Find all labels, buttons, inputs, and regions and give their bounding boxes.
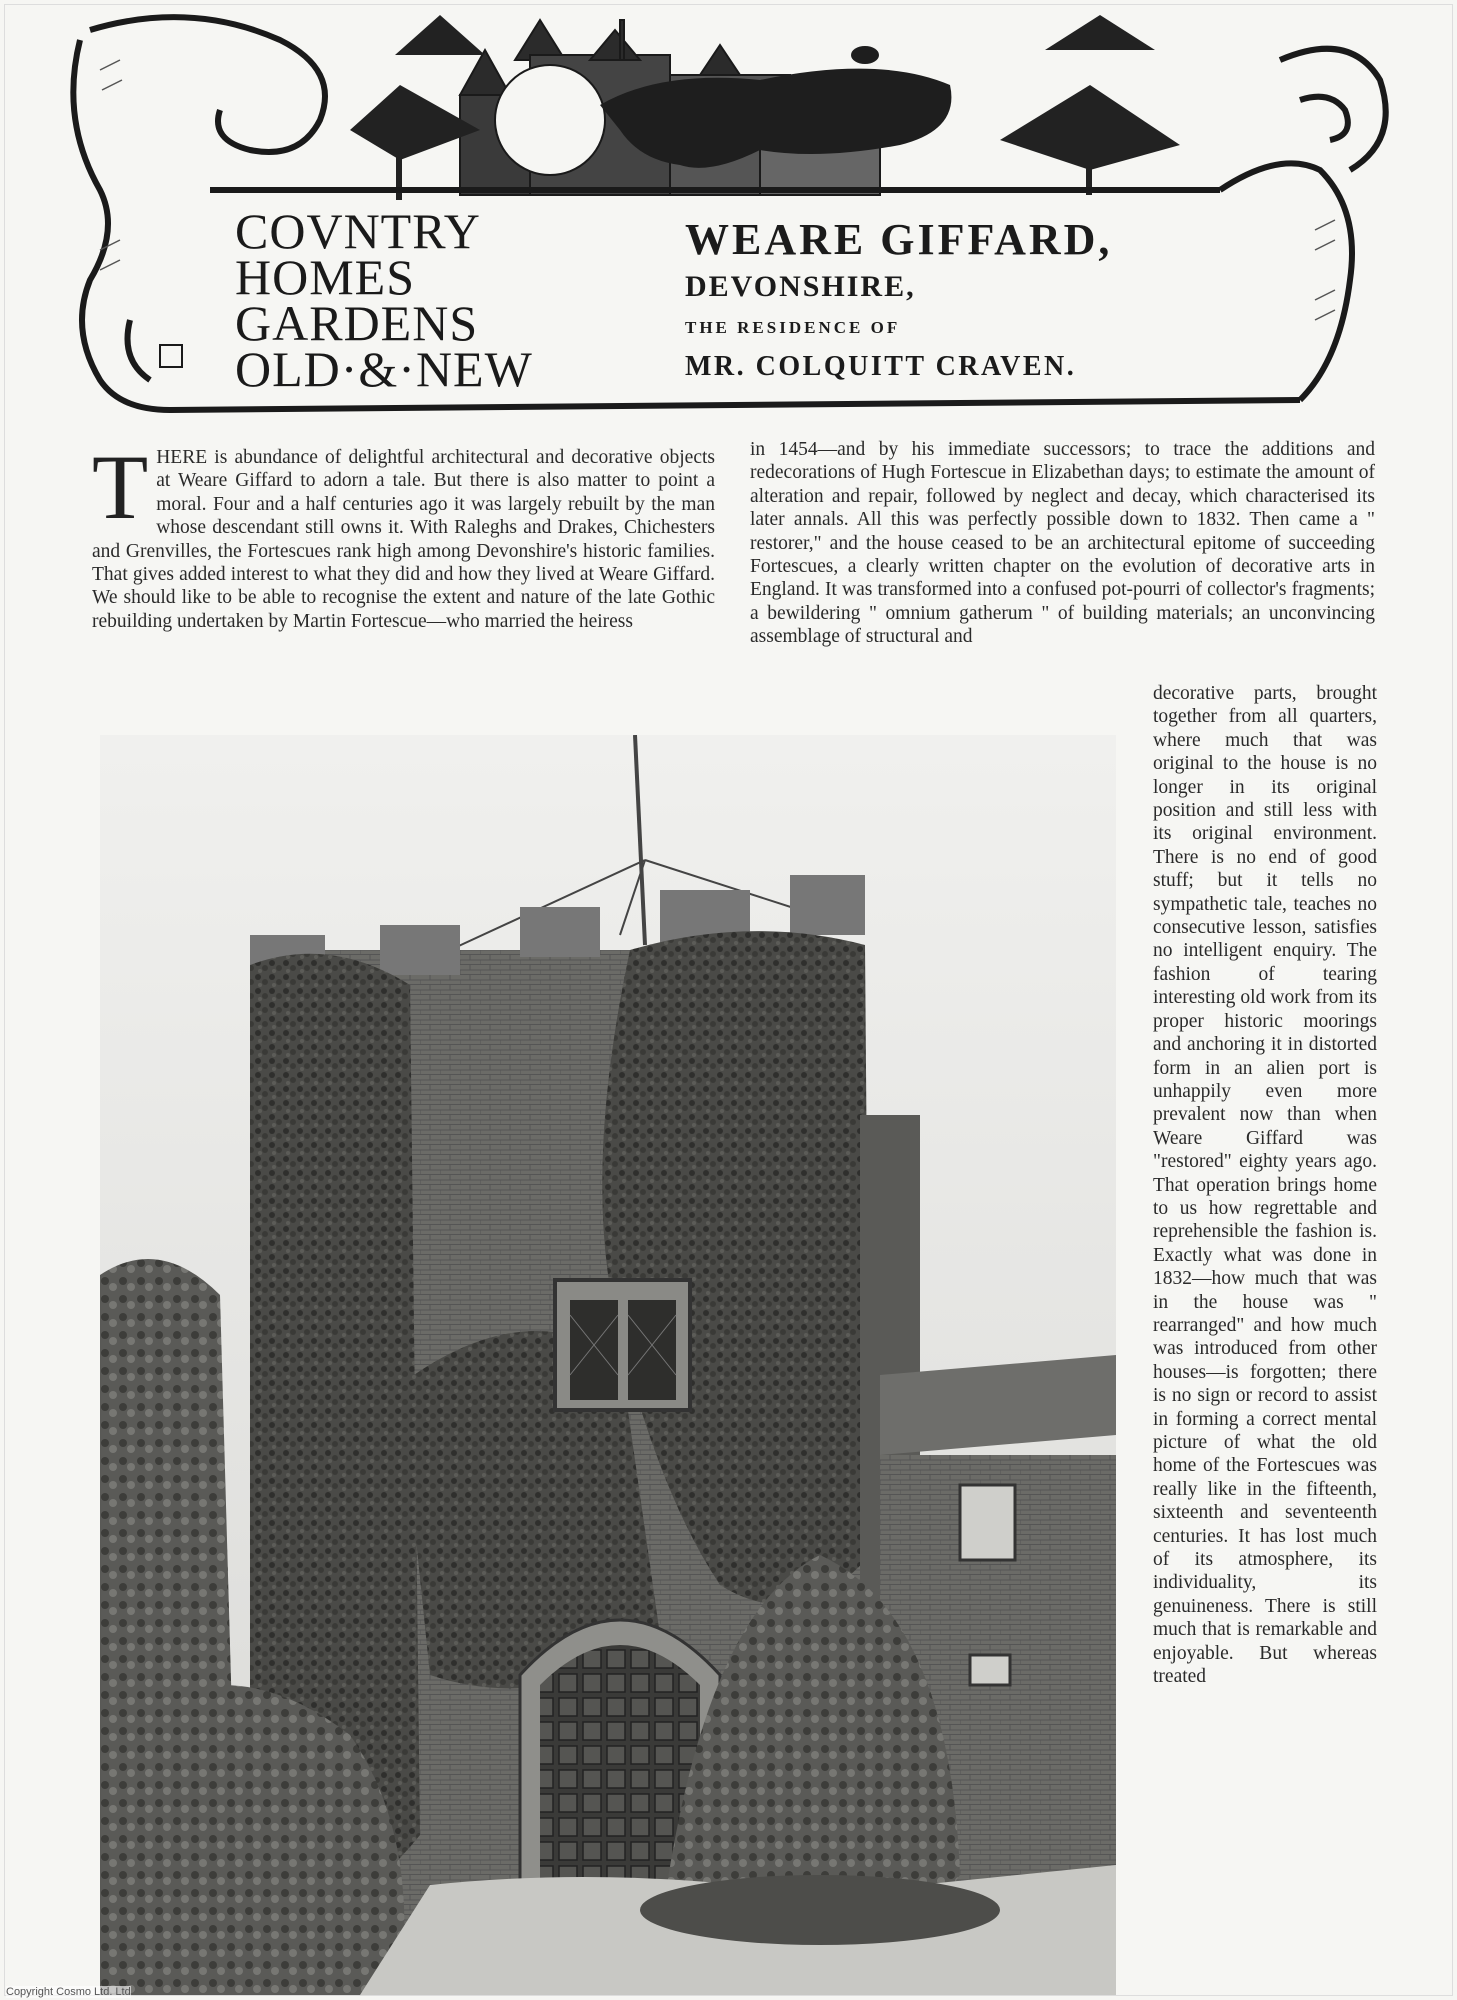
- county-name: DEVONSHIRE,: [685, 270, 916, 303]
- header-banner: [60, 0, 1400, 430]
- article-column-right: [1153, 682, 1377, 1992]
- series-title-line-1: COVNTRY: [235, 203, 481, 259]
- copyright-notice: Copyright Cosmo Ltd. Ltd: [6, 1986, 131, 1998]
- place-name: WEARE GIFFARD,: [685, 215, 1113, 264]
- article-column-left: [92, 436, 715, 633]
- article-column-middle: [750, 438, 1375, 649]
- article-text-right: decorative parts, brought together from all quarters, where much that was original to the house is no longer in its original position and still less with its original environment. There is no end of good stuff; but it tells no sympathetic tale, teaches no consecutive lesson, satisfies no intelligent enquiry. The fashion of tearing interesting old work from its proper historic moorings and anchoring it in distorted form in an alien port is unhappily even more prevalent now than when Weare Giffard was "restored" eighty years ago. That operation brings home to us how regrettable and reprehensible the fashion is. Exactly what was done in 1832—how much that was in the house was " rearranged" and how much was introduced from other houses—is forgotten; there is no sign or record to assist in forming a correct mental picture of what the old home of the Fortescues was really like in the fifteenth, sixteenth and seventeenth centuries. It has lost much of its atmosphere, its individuality, its genuineness. There is still much that is remarkable and enjoyable. But whereas treated: [1153, 683, 1377, 1688]
- series-title-line-2: HOMES: [235, 249, 416, 305]
- residence-label: THE RESIDENCE OF: [685, 318, 901, 337]
- gatehouse-photo-illustration: [100, 735, 1116, 1995]
- gatehouse-photograph: [100, 735, 1116, 1995]
- monogram-box: [160, 345, 182, 367]
- article-heading: [685, 215, 1112, 387]
- article-text-left: HERE is abundance of delightful architectural and decorative objects at Weare Giffard to adorn a tale. But there is also matter to point a moral. Four and a half centuries ago it was largely rebuilt by the man whose descendant still owns it. With Raleghs and Drakes, Chichesters and Grenvilles, the Fortescues rank high among Devonshire's historic families. That gives added interest to what they did and how they lived at Weare Giffard. We should like to be able to recognise the extent and nature of the late Gothic rebuilding undertaken by Martin Fortescue—who married the heiress: [92, 447, 715, 632]
- drop-cap: T: [92, 436, 149, 538]
- series-title-line-3: GARDENS: [235, 295, 479, 351]
- series-title-line-4: OLD·&·NEW: [235, 341, 533, 397]
- owner-name: MR. COLQUITT CRAVEN.: [685, 351, 1077, 382]
- article-text-middle: in 1454—and by his immediate successors; to trace the additions and redecorations of Hugh Fortescue in Elizabethan days; to estimate the amount of alteration and repair, followed by neglect and decay, which characterised its later annals. All this was perfectly possible down to 1832. Then came a " restorer," and the house ceased to be an architectural epitome of succeeding Fortescues, a clearly written chapter on the evolution of decorative arts in England. It was transformed into a confused pot-pourri of collector's fragments; a bewildering " omnium gatherum " of building materials; an unconvincing assemblage of structural and: [750, 439, 1375, 648]
- series-title: [235, 203, 533, 397]
